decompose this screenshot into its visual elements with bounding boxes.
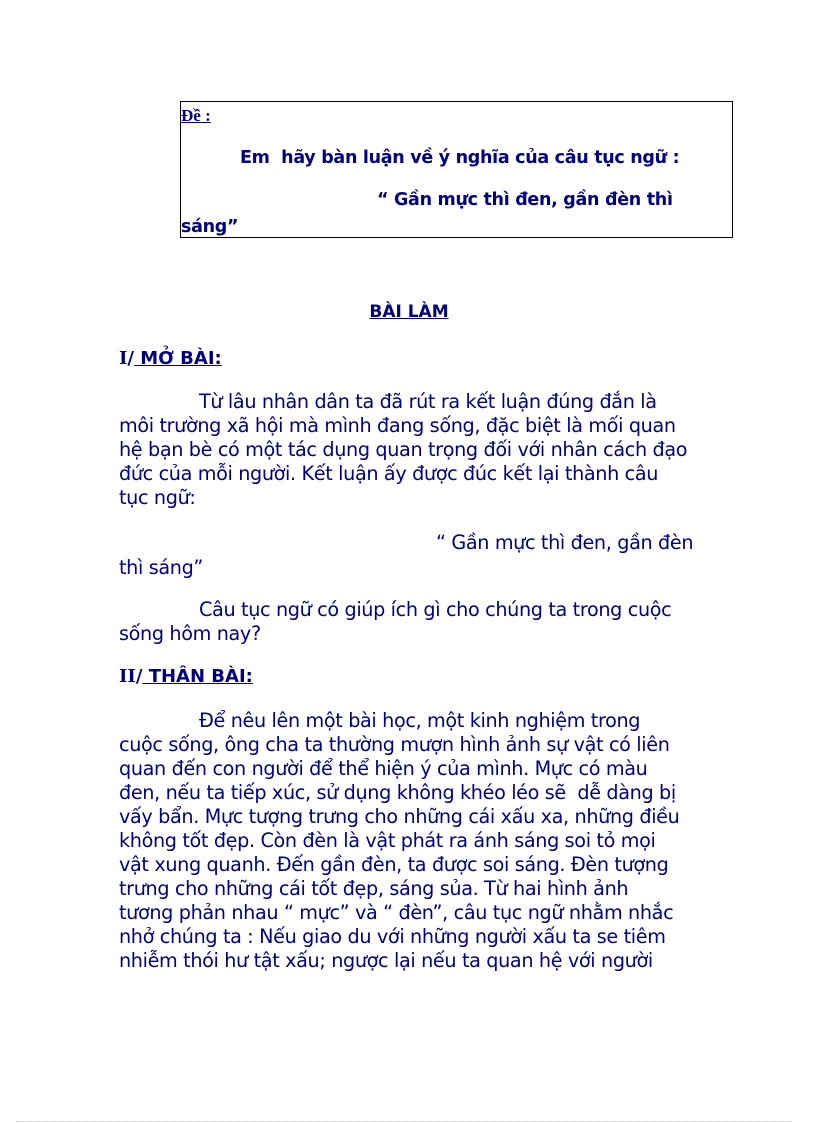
section-number: II/: [119, 666, 143, 687]
paragraph-line: vấy bẩn. Mực tượng trưng cho những cái xấu xa, những điều: [119, 805, 680, 828]
paragraph-line: vật xung quanh. Đến gần đèn, ta được soi sáng. Đèn tượng: [119, 853, 669, 876]
paragraph-line: sống hôm nay?: [119, 622, 261, 645]
paragraph-line: không tốt đẹp. Còn đèn là vật phát ra ánh sáng soi tỏ mọi: [119, 829, 656, 852]
section-title: MỞ BÀI:: [134, 348, 222, 369]
section-number: I/: [119, 348, 134, 369]
paragraph-line: tục ngữ:: [119, 486, 196, 509]
paragraph-line: tương phản nhau “ mực” và “ đèn”, câu tục ngữ nhằm nhắc: [119, 901, 674, 924]
section-heading-intro: [119, 348, 222, 369]
paragraph-line: trưng cho những cái tốt đẹp, sáng sủa. Từ hai hình ảnh: [119, 877, 629, 900]
paragraph-line: đức của mỗi người. Kết luận ấy được đúc kết lại thành câu: [119, 462, 659, 485]
prompt-label: Đề :: [181, 106, 211, 125]
prompt-box: [180, 101, 733, 238]
prompt-question: Em hãy bàn luận về ý nghĩa của câu tục ngữ :: [240, 148, 680, 168]
paragraph-line: cuộc sống, ông cha ta thường mượn hình ảnh sự vật có liên: [119, 733, 670, 756]
prompt-proverb-line-2: sáng”: [181, 217, 239, 237]
proverb-quote-line-1: “ Gần mực thì đen, gần đèn: [436, 531, 694, 554]
section-title: THÂN BÀI:: [142, 666, 253, 687]
paragraph-line: hệ bạn bè có một tác dụng quan trọng đối với nhân cách đạo: [119, 438, 688, 461]
paragraph-line: quan đến con người để thể hiện ý của mình. Mực có màu: [119, 757, 648, 780]
paragraph-line: Để nêu lên một bài học, một kinh nghiệm trong: [199, 709, 641, 732]
paragraph-line: môi trường xã hội mà mình đang sống, đặc biệt là mối quan: [119, 414, 676, 437]
paragraph-line: Từ lâu nhân dân ta đã rút ra kết luận đúng đắn là: [199, 390, 657, 413]
paragraph-line: đen, nếu ta tiếp xúc, sử dụng không khéo léo sẽ dễ dàng bị: [119, 781, 676, 804]
paragraph-line: nhiễm thói hư tật xấu; ngược lại nếu ta quan hệ với người: [119, 949, 653, 972]
proverb-quote-line-2: thì sáng”: [119, 556, 203, 579]
paragraph-line: nhở chúng ta : Nếu giao du với những người xấu ta se tiêm: [119, 925, 666, 948]
prompt-proverb-line-1: “ Gần mực thì đen, gần đèn thì: [377, 190, 673, 210]
paragraph-line: Câu tục ngữ có giúp ích gì cho chúng ta trong cuộc: [199, 598, 672, 621]
essay-title-text: BÀI LÀM: [369, 302, 449, 322]
section-heading-body: [119, 666, 253, 687]
essay-title: [0, 302, 816, 322]
